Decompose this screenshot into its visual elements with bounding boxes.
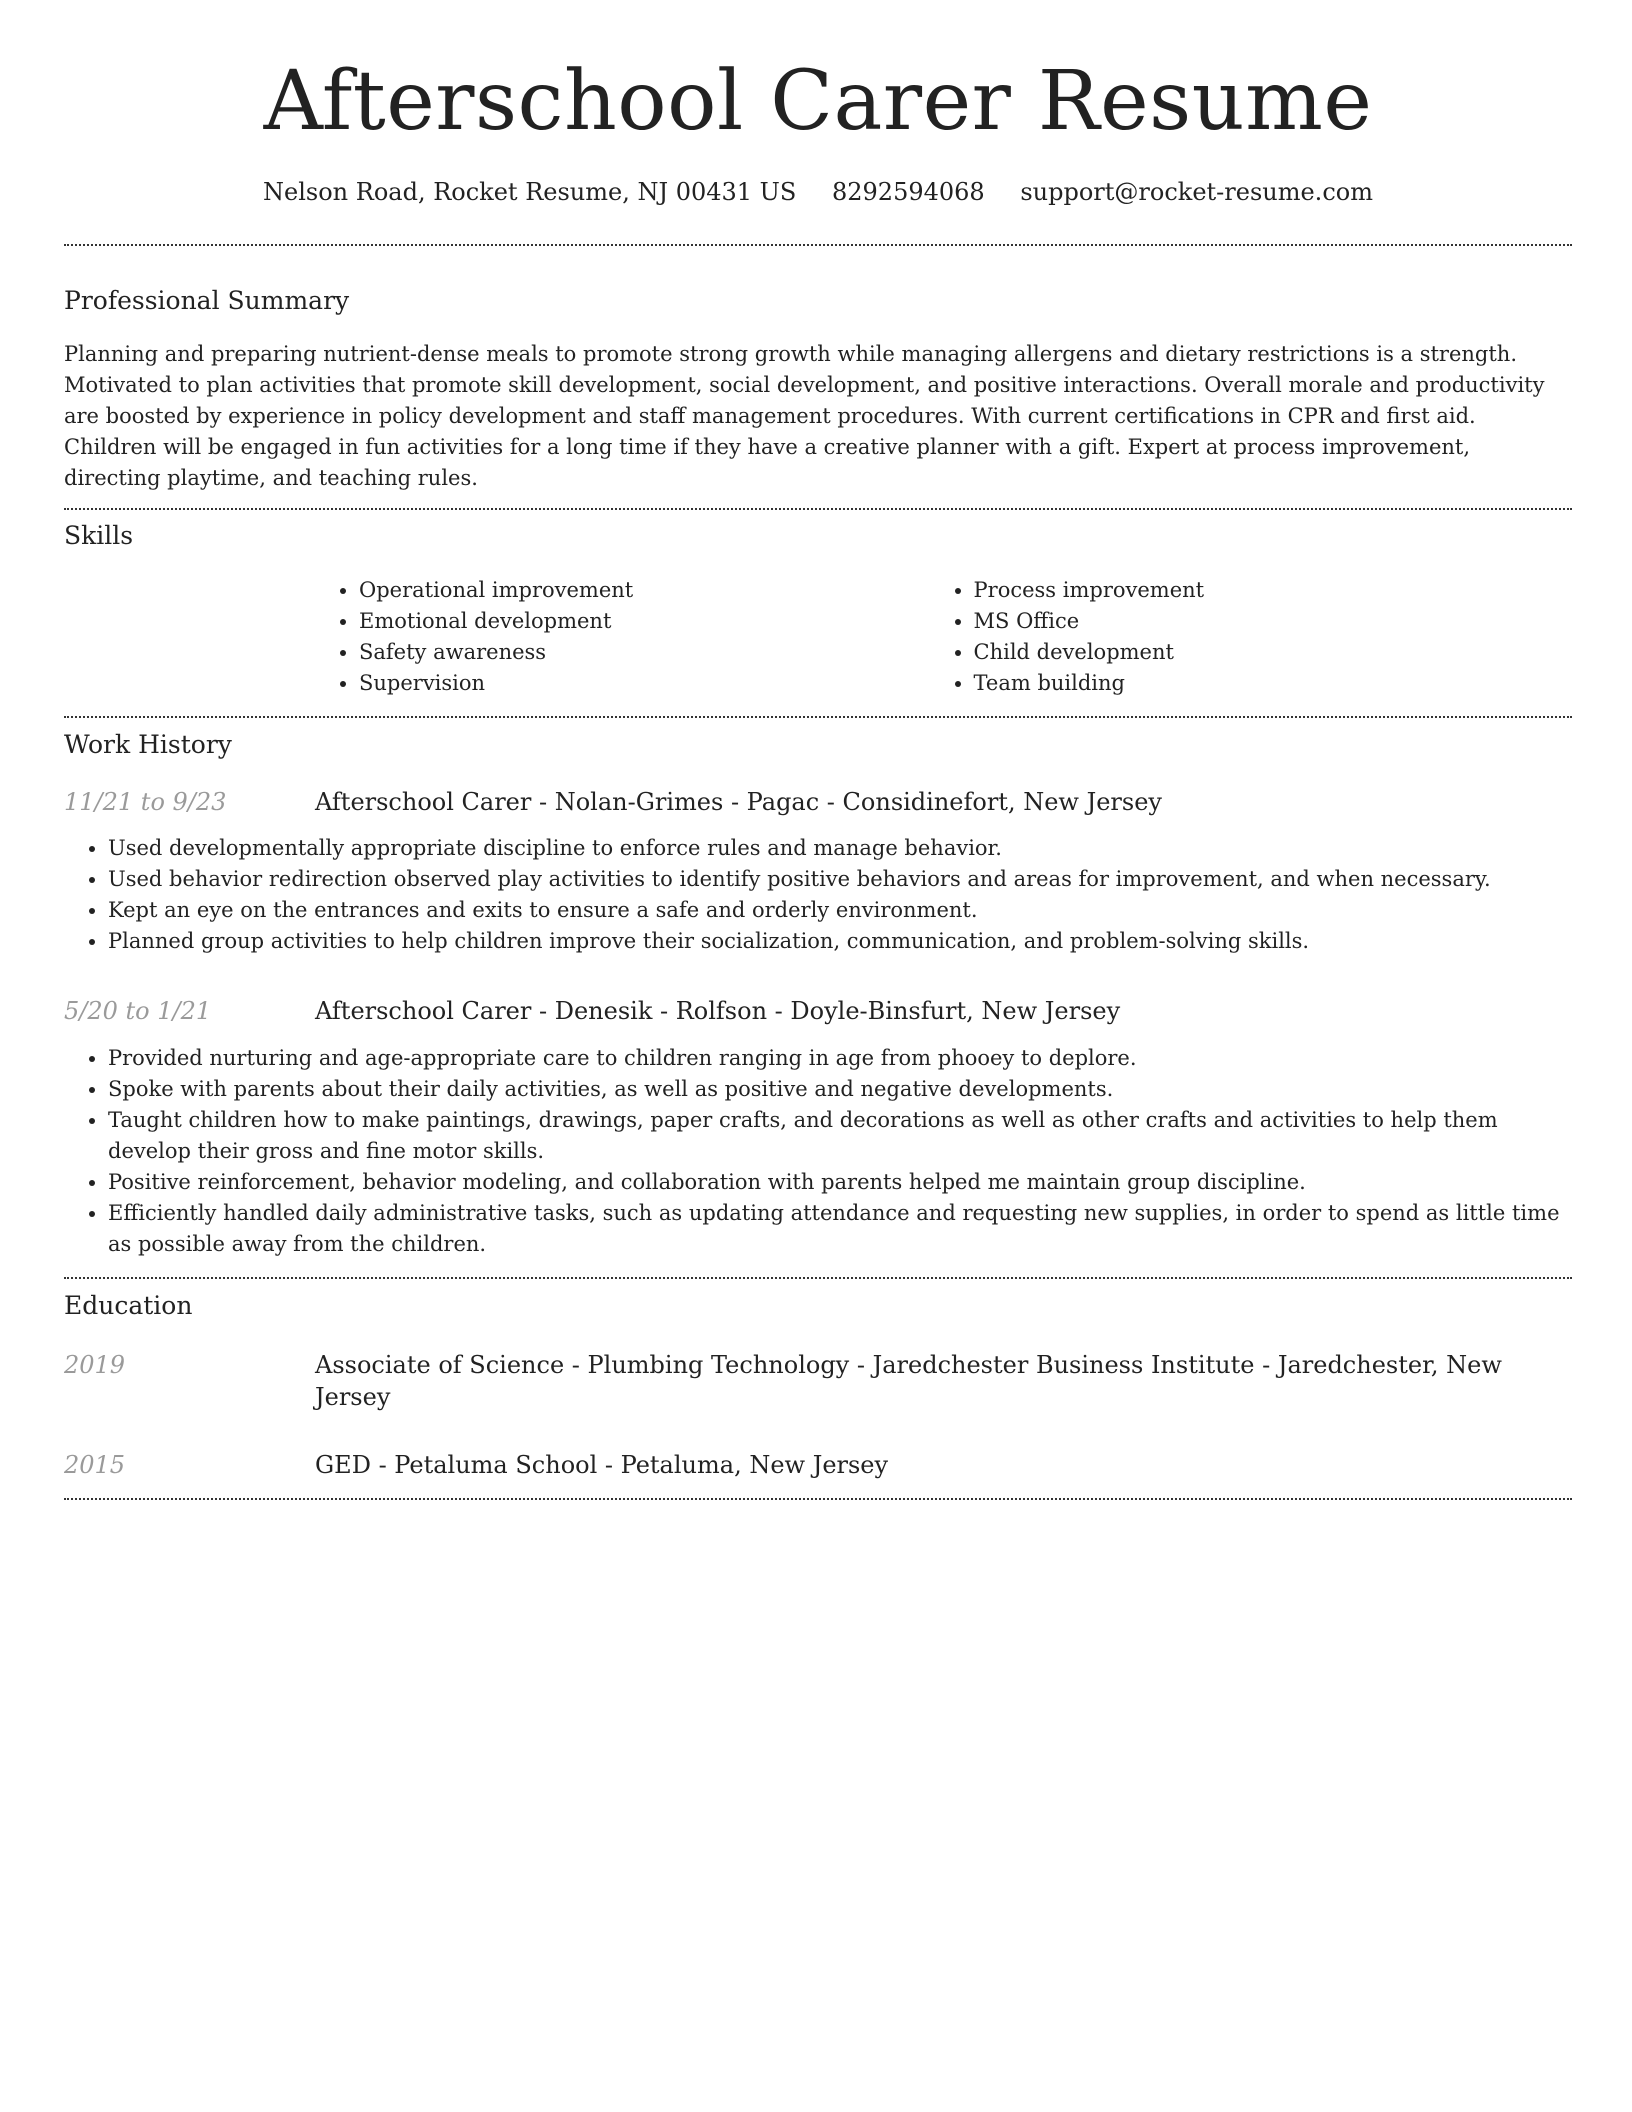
divider: [64, 244, 1572, 246]
job-header: [64, 995, 1572, 1027]
skills-section: [64, 520, 1572, 699]
job-date: 11/21 to 9/23: [64, 788, 227, 816]
job-date: 5/20 to 1/21: [64, 997, 212, 1025]
skills-column-right: [930, 575, 1572, 699]
summary-text: Planning and preparing nutrient-dense meals to promote strong growth while managing allergens and dietary restrictions is a strength. Motivated to plan activities that promote skill development, social development, and positive interactions. Overall morale and productivity are boosted by experience in policy development and staff management procedures. With current certifications in CPR and first aid. Children will be engaged in fun activities for a long time if they have a creative planner with a gift. Expert at process improvement, directing playtime, and teaching rules.: [64, 342, 1545, 490]
job-bullet: • Provided nurturing and age-appropriate care to children ranging in age from phooey to deplore.: [108, 1043, 1572, 1074]
skill-item: • Safety awareness: [359, 637, 930, 668]
education-date: 2019: [64, 1351, 126, 1379]
work-history-heading: Work History: [64, 730, 232, 759]
education-title: GED - Petaluma School - Petaluma, New Jersey: [315, 1451, 889, 1479]
job-header: [64, 786, 1572, 818]
job-bullets: [64, 833, 1572, 957]
education-heading: Education: [64, 1291, 193, 1320]
education-entry: [64, 1349, 1572, 1413]
job-bullet: • Kept an eye on the entrances and exits to ensure a safe and orderly environment.: [108, 895, 1572, 926]
summary-section: [64, 285, 1572, 494]
contact-address: Nelson Road, Rocket Resume, NJ 00431 US: [263, 178, 797, 206]
education-entry: [64, 1449, 1572, 1481]
job-bullet: • Spoke with parents about their daily activities, as well as positive and negative developments.: [108, 1074, 1572, 1105]
skill-item: • Supervision: [359, 668, 930, 699]
job-entry: [64, 995, 1572, 1260]
divider: [64, 508, 1572, 510]
divider: [64, 1498, 1572, 1500]
education-title: Associate of Science - Plumbing Technology - Jaredchester Business Institute - Jaredchester, New Jersey: [315, 1351, 1502, 1411]
education-date: 2015: [64, 1451, 126, 1479]
contact-line: [64, 176, 1572, 208]
education-section: [64, 1290, 1572, 1481]
resume-page: [64, 0, 1572, 1500]
job-bullet: • Planned group activities to help children improve their socialization, communication, and problem-solving skills.: [108, 926, 1572, 957]
contact-phone: 8292594068: [832, 178, 985, 206]
job-title: Afterschool Carer - Nolan-Grimes - Pagac - Considinefort, New Jersey: [315, 788, 1162, 816]
job-title: Afterschool Carer - Denesik - Rolfson - Doyle-Binsfurt, New Jersey: [315, 997, 1121, 1025]
contact-email: support@rocket-resume.com: [1020, 178, 1373, 206]
divider: [64, 1277, 1572, 1279]
summary-heading: Professional Summary: [64, 286, 350, 315]
job-bullet: • Used behavior redirection observed play activities to identify positive behaviors and areas for improvement, and when necessary.: [108, 864, 1572, 895]
work-history-section: [64, 729, 1572, 1260]
skill-item: • MS Office: [974, 606, 1572, 637]
skill-item: • Team building: [974, 668, 1572, 699]
job-bullet: • Taught children how to make paintings, drawings, paper crafts, and decorations as well as other crafts and activities to help them develop their gross and fine motor skills.: [108, 1105, 1572, 1167]
divider: [64, 716, 1572, 718]
job-bullet: • Efficiently handled daily administrative tasks, such as updating attendance and requesting new supplies, in order to spend as little time as possible away from the children.: [108, 1198, 1572, 1260]
skill-item: • Operational improvement: [359, 575, 930, 606]
skill-item: • Process improvement: [974, 575, 1572, 606]
skill-item: • Emotional development: [359, 606, 930, 637]
job-bullets: [64, 1043, 1572, 1260]
skill-item: • Child development: [974, 637, 1572, 668]
skills-heading: Skills: [64, 521, 134, 550]
skills-list: [315, 575, 1572, 699]
skills-column-left: [315, 575, 930, 699]
resume-title: Afterschool Carer Resume: [263, 54, 1373, 149]
job-bullet: • Used developmentally appropriate discipline to enforce rules and manage behavior.: [108, 833, 1572, 864]
job-entry: [64, 786, 1572, 957]
job-bullet: • Positive reinforcement, behavior modeling, and collaboration with parents helped me maintain group discipline.: [108, 1167, 1572, 1198]
